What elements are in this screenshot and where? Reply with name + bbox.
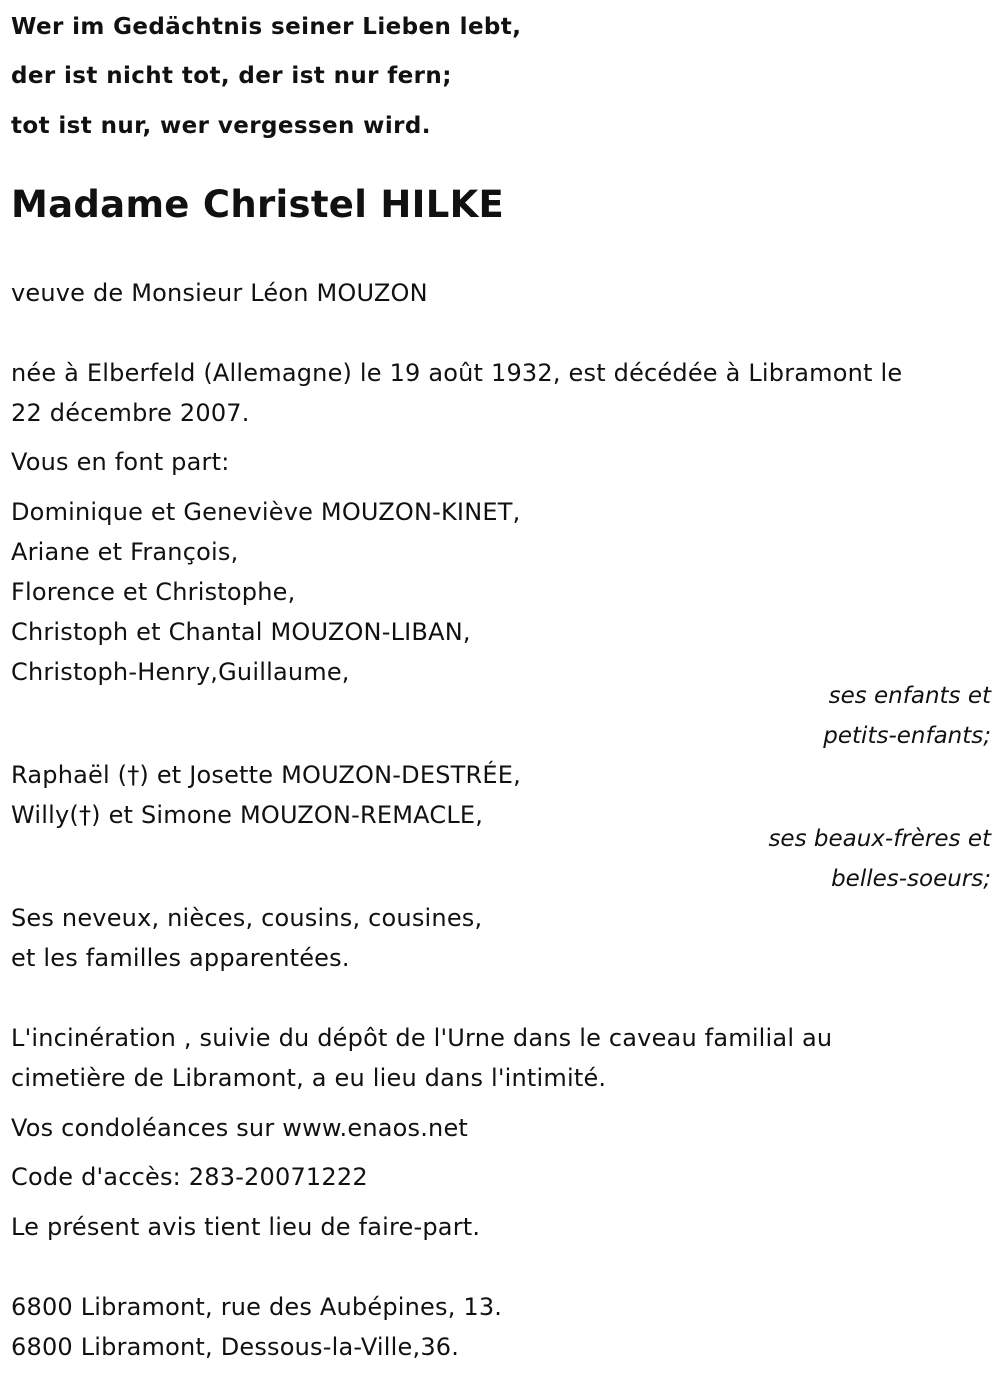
children-role: petits-enfants; <box>823 723 991 749</box>
address-line: 6800 Libramont, rue des Aubépines, 13. <box>11 1293 503 1321</box>
ceremony-line: cimetière de Libramont, a eu lieu dans l'intimité. <box>11 1064 607 1092</box>
birth-death-line: née à Elberfeld (Allemagne) le 19 août 1932, est décédée à Libramont le <box>11 359 903 387</box>
children-line: Florence et Christophe, <box>11 578 296 606</box>
children-line: Dominique et Geneviève MOUZON-KINET, <box>11 498 521 526</box>
epigraph-line: tot ist nur, wer vergessen wird. <box>11 113 431 139</box>
in-laws-role: belles-soeurs; <box>831 866 991 892</box>
notice: Le présent avis tient lieu de faire-part. <box>11 1213 481 1241</box>
in-laws-line: Raphaël (†) et Josette MOUZON-DESTRÉE, <box>11 761 521 789</box>
access-code: Code d'accès: 283-20071222 <box>11 1163 368 1191</box>
deceased-name: Madame Christel HILKE <box>11 183 505 226</box>
children-line: Ariane et François, <box>11 538 239 566</box>
condolences: Vos condoléances sur www.enaos.net <box>11 1114 469 1142</box>
ceremony-line: L'incinération , suivie du dépôt de l'Urne dans le caveau familial au <box>11 1024 833 1052</box>
relatives-line: et les familles apparentées. <box>11 944 350 972</box>
children-role: ses enfants et <box>828 683 991 709</box>
epigraph-line: der ist nicht tot, der ist nur fern; <box>11 63 452 89</box>
address-line: 6800 Libramont, Dessous-la-Ville,36. <box>11 1333 460 1361</box>
relatives-line: Ses neveux, nièces, cousins, cousines, <box>11 904 483 932</box>
epigraph-line: Wer im Gedächtnis seiner Lieben lebt, <box>11 14 522 40</box>
in-laws-role: ses beaux-frères et <box>768 826 991 852</box>
birth-death-line: 22 décembre 2007. <box>11 399 250 427</box>
widow-of: veuve de Monsieur Léon MOUZON <box>11 279 428 307</box>
in-laws-line: Willy(†) et Simone MOUZON-REMACLE, <box>11 801 484 829</box>
announcement-intro: Vous en font part: <box>11 448 230 476</box>
children-line: Christoph et Chantal MOUZON-LIBAN, <box>11 618 471 646</box>
children-line: Christoph-Henry,Guillaume, <box>11 658 350 686</box>
